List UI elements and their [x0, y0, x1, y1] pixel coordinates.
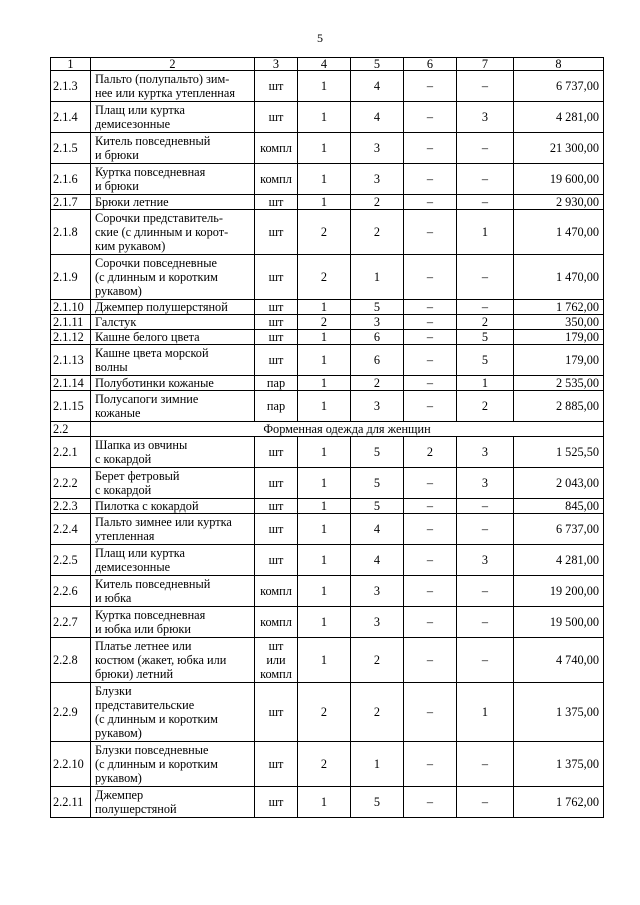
item-number: 2.2.7 [51, 607, 91, 638]
item-name [91, 576, 255, 607]
item-number: 2.1.3 [51, 71, 91, 102]
unit-cell: шт [255, 437, 298, 468]
col4-cell: 1 [298, 437, 351, 468]
table-row [51, 742, 604, 787]
price-cell: 2 043,00 [514, 468, 604, 499]
item-name-line: волны [95, 360, 128, 374]
col4-cell: 1 [298, 576, 351, 607]
unit-cell: шт [255, 102, 298, 133]
item-number: 2.2.2 [51, 468, 91, 499]
item-number: 2.1.11 [51, 315, 91, 330]
col6-cell: – [404, 71, 457, 102]
unit-cell: шт [255, 300, 298, 315]
item-name-line: демисезонные [95, 560, 171, 574]
item-number: 2.1.7 [51, 195, 91, 210]
col7-cell: 1 [457, 210, 514, 255]
col4-cell: 1 [298, 300, 351, 315]
table-row [51, 787, 604, 818]
header-row [51, 58, 604, 71]
price-cell: 350,00 [514, 315, 604, 330]
column-header: 7 [457, 58, 514, 71]
unit-cell: шт [255, 330, 298, 345]
price-cell: 1 762,00 [514, 300, 604, 315]
col5-cell: 3 [351, 391, 404, 422]
unit-cell: пар [255, 391, 298, 422]
col7-cell: – [457, 300, 514, 315]
col5-cell: 1 [351, 255, 404, 300]
unit-cell: компл [255, 576, 298, 607]
unit-cell: компл [255, 607, 298, 638]
col5-cell: 5 [351, 468, 404, 499]
item-name [91, 71, 255, 102]
item-name-line: Платье летнее или [95, 639, 192, 653]
item-number: 2.1.6 [51, 164, 91, 195]
col7-cell: – [457, 71, 514, 102]
unit-cell: шт [255, 345, 298, 376]
item-name-line: Куртка повседневная [95, 608, 206, 622]
item-name-line: (с длинным и коротким [95, 757, 218, 771]
unit-cell: шт [255, 210, 298, 255]
price-cell: 1 470,00 [514, 210, 604, 255]
item-name-line: Пилотка с кокардой [95, 498, 199, 513]
table-row [51, 376, 604, 391]
col7-cell: – [457, 195, 514, 210]
price-cell: 2 885,00 [514, 391, 604, 422]
col4-cell: 1 [298, 638, 351, 683]
item-name-line: с кокардой [95, 452, 152, 466]
table-row [51, 330, 604, 345]
price-cell: 179,00 [514, 330, 604, 345]
table-row [51, 683, 604, 742]
item-name [91, 345, 255, 376]
item-number: 2.2.11 [51, 787, 91, 818]
col5-cell: 2 [351, 376, 404, 391]
item-name-line: рукавом) [95, 284, 142, 298]
item-name-line: и юбка [95, 591, 132, 605]
item-name-line: Китель повседневный [95, 134, 211, 148]
col7-cell: 2 [457, 315, 514, 330]
item-number: 2.1.9 [51, 255, 91, 300]
unit-cell: шт или компл [255, 638, 298, 683]
col6-cell: – [404, 499, 457, 514]
item-name-line: и брюки [95, 148, 139, 162]
section-row [51, 422, 604, 437]
item-number: 2.2.3 [51, 499, 91, 514]
item-name [91, 195, 255, 210]
item-name [91, 468, 255, 499]
item-name [91, 499, 255, 514]
table-row [51, 514, 604, 545]
table-row [51, 164, 604, 195]
col6-cell: – [404, 133, 457, 164]
item-name [91, 545, 255, 576]
table-row [51, 102, 604, 133]
price-cell: 19 600,00 [514, 164, 604, 195]
table-row [51, 210, 604, 255]
column-header: 2 [91, 58, 255, 71]
table-row [51, 255, 604, 300]
item-name-line: Сорочки повседневные [95, 256, 217, 270]
unit-cell: шт [255, 787, 298, 818]
item-name-line: Полусапоги зимние [95, 392, 199, 406]
item-name [91, 787, 255, 818]
price-cell: 4 281,00 [514, 102, 604, 133]
column-header: 6 [404, 58, 457, 71]
item-name [91, 437, 255, 468]
item-name [91, 210, 255, 255]
col7-cell: 2 [457, 391, 514, 422]
price-cell: 6 737,00 [514, 71, 604, 102]
item-name-line: с кокардой [95, 483, 152, 497]
col4-cell: 1 [298, 71, 351, 102]
price-cell: 1 762,00 [514, 787, 604, 818]
item-name-line: и юбка или брюки [95, 622, 191, 636]
col6-cell: – [404, 376, 457, 391]
item-name-line: Китель повседневный [95, 577, 211, 591]
item-name-line: представительские [95, 698, 195, 712]
price-cell: 845,00 [514, 499, 604, 514]
item-name-line: утепленная [95, 529, 155, 543]
col4-cell: 1 [298, 330, 351, 345]
item-name-line: нее или куртка утепленная [95, 86, 236, 100]
unit-cell: пар [255, 376, 298, 391]
price-cell: 1 375,00 [514, 742, 604, 787]
item-name-line: Галстук [95, 314, 137, 329]
item-number: 2.1.10 [51, 300, 91, 315]
price-cell: 1 525,50 [514, 437, 604, 468]
col4-cell: 2 [298, 683, 351, 742]
col5-cell: 3 [351, 607, 404, 638]
col6-cell: – [404, 330, 457, 345]
item-number: 2.2.4 [51, 514, 91, 545]
col7-cell: – [457, 514, 514, 545]
item-number: 2.1.12 [51, 330, 91, 345]
unit-cell: шт [255, 71, 298, 102]
col4-cell: 1 [298, 391, 351, 422]
item-name-line: ские (с длинным и корот- [95, 225, 229, 239]
col7-cell: – [457, 787, 514, 818]
item-name-line: кожаные [95, 406, 141, 420]
table-row [51, 71, 604, 102]
page-number: 5 [317, 31, 323, 45]
item-name-line: Кашне цвета морской [95, 346, 209, 360]
col4-cell: 2 [298, 210, 351, 255]
col6-cell: – [404, 255, 457, 300]
price-cell: 6 737,00 [514, 514, 604, 545]
price-cell: 4 281,00 [514, 545, 604, 576]
col6-cell: – [404, 315, 457, 330]
col7-cell: 1 [457, 683, 514, 742]
table-row [51, 300, 604, 315]
item-name [91, 683, 255, 742]
col7-cell: 3 [457, 437, 514, 468]
col5-cell: 4 [351, 514, 404, 545]
item-name-line: (с длинным и коротким [95, 270, 218, 284]
col6-cell: – [404, 683, 457, 742]
column-header: 8 [514, 58, 604, 71]
col4-cell: 1 [298, 545, 351, 576]
item-name-line: ким рукавом) [95, 239, 166, 253]
item-number: 2.1.13 [51, 345, 91, 376]
col6-cell: – [404, 102, 457, 133]
col5-cell: 4 [351, 71, 404, 102]
norms-table [50, 57, 604, 818]
table-row [51, 133, 604, 164]
item-name [91, 102, 255, 133]
col5-cell: 5 [351, 787, 404, 818]
col4-cell: 1 [298, 345, 351, 376]
col6-cell: – [404, 576, 457, 607]
col7-cell: 5 [457, 330, 514, 345]
unit-cell: компл [255, 164, 298, 195]
item-number: 2.2.5 [51, 545, 91, 576]
col7-cell: – [457, 499, 514, 514]
item-name [91, 391, 255, 422]
col4-cell: 1 [298, 499, 351, 514]
col6-cell: – [404, 195, 457, 210]
col6-cell: – [404, 638, 457, 683]
item-name [91, 133, 255, 164]
col5-cell: 6 [351, 345, 404, 376]
table-row [51, 315, 604, 330]
col7-cell: 3 [457, 468, 514, 499]
table-row [51, 437, 604, 468]
item-name [91, 742, 255, 787]
price-cell: 21 300,00 [514, 133, 604, 164]
item-name-line: Пальто (полупальто) зим- [95, 72, 230, 86]
item-name-line: Полуботинки кожаные [95, 375, 214, 390]
item-name-line: Плащ или куртка [95, 103, 185, 117]
table-row [51, 545, 604, 576]
price-cell: 19 500,00 [514, 607, 604, 638]
unit-cell: шт [255, 195, 298, 210]
col5-cell: 5 [351, 499, 404, 514]
col4-cell: 2 [298, 255, 351, 300]
col6-cell: – [404, 210, 457, 255]
col4-cell: 2 [298, 742, 351, 787]
item-name-line: Берет фетровый [95, 469, 180, 483]
price-cell: 1 375,00 [514, 683, 604, 742]
col4-cell: 2 [298, 315, 351, 330]
item-name [91, 638, 255, 683]
unit-cell: компл [255, 133, 298, 164]
item-number: 2.2.8 [51, 638, 91, 683]
col4-cell: 1 [298, 787, 351, 818]
col4-cell: 1 [298, 195, 351, 210]
price-cell: 179,00 [514, 345, 604, 376]
col5-cell: 1 [351, 742, 404, 787]
col7-cell: – [457, 742, 514, 787]
col7-cell: – [457, 638, 514, 683]
col7-cell: 3 [457, 102, 514, 133]
item-name-line: Брюки летние [95, 194, 169, 209]
item-name-line: Куртка повседневная [95, 165, 206, 179]
col7-cell: 1 [457, 376, 514, 391]
item-name [91, 164, 255, 195]
table-row [51, 499, 604, 514]
item-name [91, 607, 255, 638]
section-title: Форменная одежда для женщин [91, 422, 604, 437]
item-name-line: демисезонные [95, 117, 171, 131]
col4-cell: 1 [298, 133, 351, 164]
col4-cell: 1 [298, 514, 351, 545]
item-name [91, 376, 255, 391]
table-row [51, 391, 604, 422]
item-name [91, 315, 255, 330]
item-name-line: и брюки [95, 179, 139, 193]
col6-cell: – [404, 545, 457, 576]
item-number: 2.1.5 [51, 133, 91, 164]
unit-cell: шт [255, 545, 298, 576]
item-name-line: (с длинным и коротким [95, 712, 218, 726]
col6-cell: – [404, 164, 457, 195]
item-name-line: рукавом) [95, 726, 142, 740]
col5-cell: 2 [351, 210, 404, 255]
price-cell: 1 470,00 [514, 255, 604, 300]
item-number: 2.2.1 [51, 437, 91, 468]
item-name-line: рукавом) [95, 771, 142, 785]
col6-cell: – [404, 391, 457, 422]
column-header: 4 [298, 58, 351, 71]
unit-cell: шт [255, 255, 298, 300]
col5-cell: 4 [351, 545, 404, 576]
col5-cell: 2 [351, 638, 404, 683]
col6-cell: – [404, 742, 457, 787]
col5-cell: 3 [351, 164, 404, 195]
col6-cell: 2 [404, 437, 457, 468]
item-number: 2.1.8 [51, 210, 91, 255]
col6-cell: – [404, 607, 457, 638]
item-name-line: Шапка из овчины [95, 438, 188, 452]
col7-cell: – [457, 576, 514, 607]
col7-cell: – [457, 164, 514, 195]
col7-cell: – [457, 255, 514, 300]
item-number: 2.2.10 [51, 742, 91, 787]
col5-cell: 5 [351, 300, 404, 315]
unit-cell: шт [255, 499, 298, 514]
price-cell: 4 740,00 [514, 638, 604, 683]
item-number: 2.2.6 [51, 576, 91, 607]
item-name-line: костюм (жакет, юбка или [95, 653, 227, 667]
col5-cell: 2 [351, 683, 404, 742]
item-number: 2.1.15 [51, 391, 91, 422]
price-cell: 19 200,00 [514, 576, 604, 607]
item-name [91, 255, 255, 300]
unit-cell: шт [255, 315, 298, 330]
col6-cell: – [404, 300, 457, 315]
col5-cell: 5 [351, 437, 404, 468]
col4-cell: 1 [298, 376, 351, 391]
item-name [91, 330, 255, 345]
col5-cell: 2 [351, 195, 404, 210]
item-name-line: Плащ или куртка [95, 546, 185, 560]
item-number: 2.2.9 [51, 683, 91, 742]
section-number: 2.2 [51, 422, 91, 437]
col5-cell: 3 [351, 576, 404, 607]
col5-cell: 4 [351, 102, 404, 133]
item-name-line: Пальто зимнее или куртка [95, 515, 232, 529]
table-row [51, 195, 604, 210]
table-row [51, 638, 604, 683]
item-name-line: Кашне белого цвета [95, 329, 200, 344]
item-name-line: полушерстяной [95, 802, 177, 816]
column-header: 3 [255, 58, 298, 71]
unit-cell: шт [255, 514, 298, 545]
item-name-line: Джемпер полушерстяной [95, 299, 228, 314]
column-header: 1 [51, 58, 91, 71]
column-header: 5 [351, 58, 404, 71]
col6-cell: – [404, 514, 457, 545]
col6-cell: – [404, 468, 457, 499]
item-name [91, 300, 255, 315]
table-row [51, 345, 604, 376]
col5-cell: 3 [351, 315, 404, 330]
item-name-line: Блузки [95, 684, 132, 698]
unit-cell: шт [255, 468, 298, 499]
col6-cell: – [404, 345, 457, 376]
item-name-line: брюки) летний [95, 667, 174, 681]
col4-cell: 1 [298, 468, 351, 499]
item-name-line: Сорочки представитель- [95, 211, 223, 225]
table-row [51, 607, 604, 638]
col4-cell: 1 [298, 607, 351, 638]
unit-cell: шт [255, 683, 298, 742]
table-body [51, 71, 604, 818]
unit-cell: шт [255, 742, 298, 787]
col6-cell: – [404, 787, 457, 818]
item-name-line: Джемпер [95, 788, 144, 802]
table-row [51, 576, 604, 607]
col7-cell: 3 [457, 545, 514, 576]
item-number: 2.1.14 [51, 376, 91, 391]
col4-cell: 1 [298, 164, 351, 195]
col7-cell: – [457, 133, 514, 164]
col7-cell: 5 [457, 345, 514, 376]
price-cell: 2 535,00 [514, 376, 604, 391]
col4-cell: 1 [298, 102, 351, 133]
item-number: 2.1.4 [51, 102, 91, 133]
price-cell: 2 930,00 [514, 195, 604, 210]
item-name [91, 514, 255, 545]
item-name-line: Блузки повседневные [95, 743, 209, 757]
table-row [51, 468, 604, 499]
col7-cell: – [457, 607, 514, 638]
col5-cell: 3 [351, 133, 404, 164]
col5-cell: 6 [351, 330, 404, 345]
